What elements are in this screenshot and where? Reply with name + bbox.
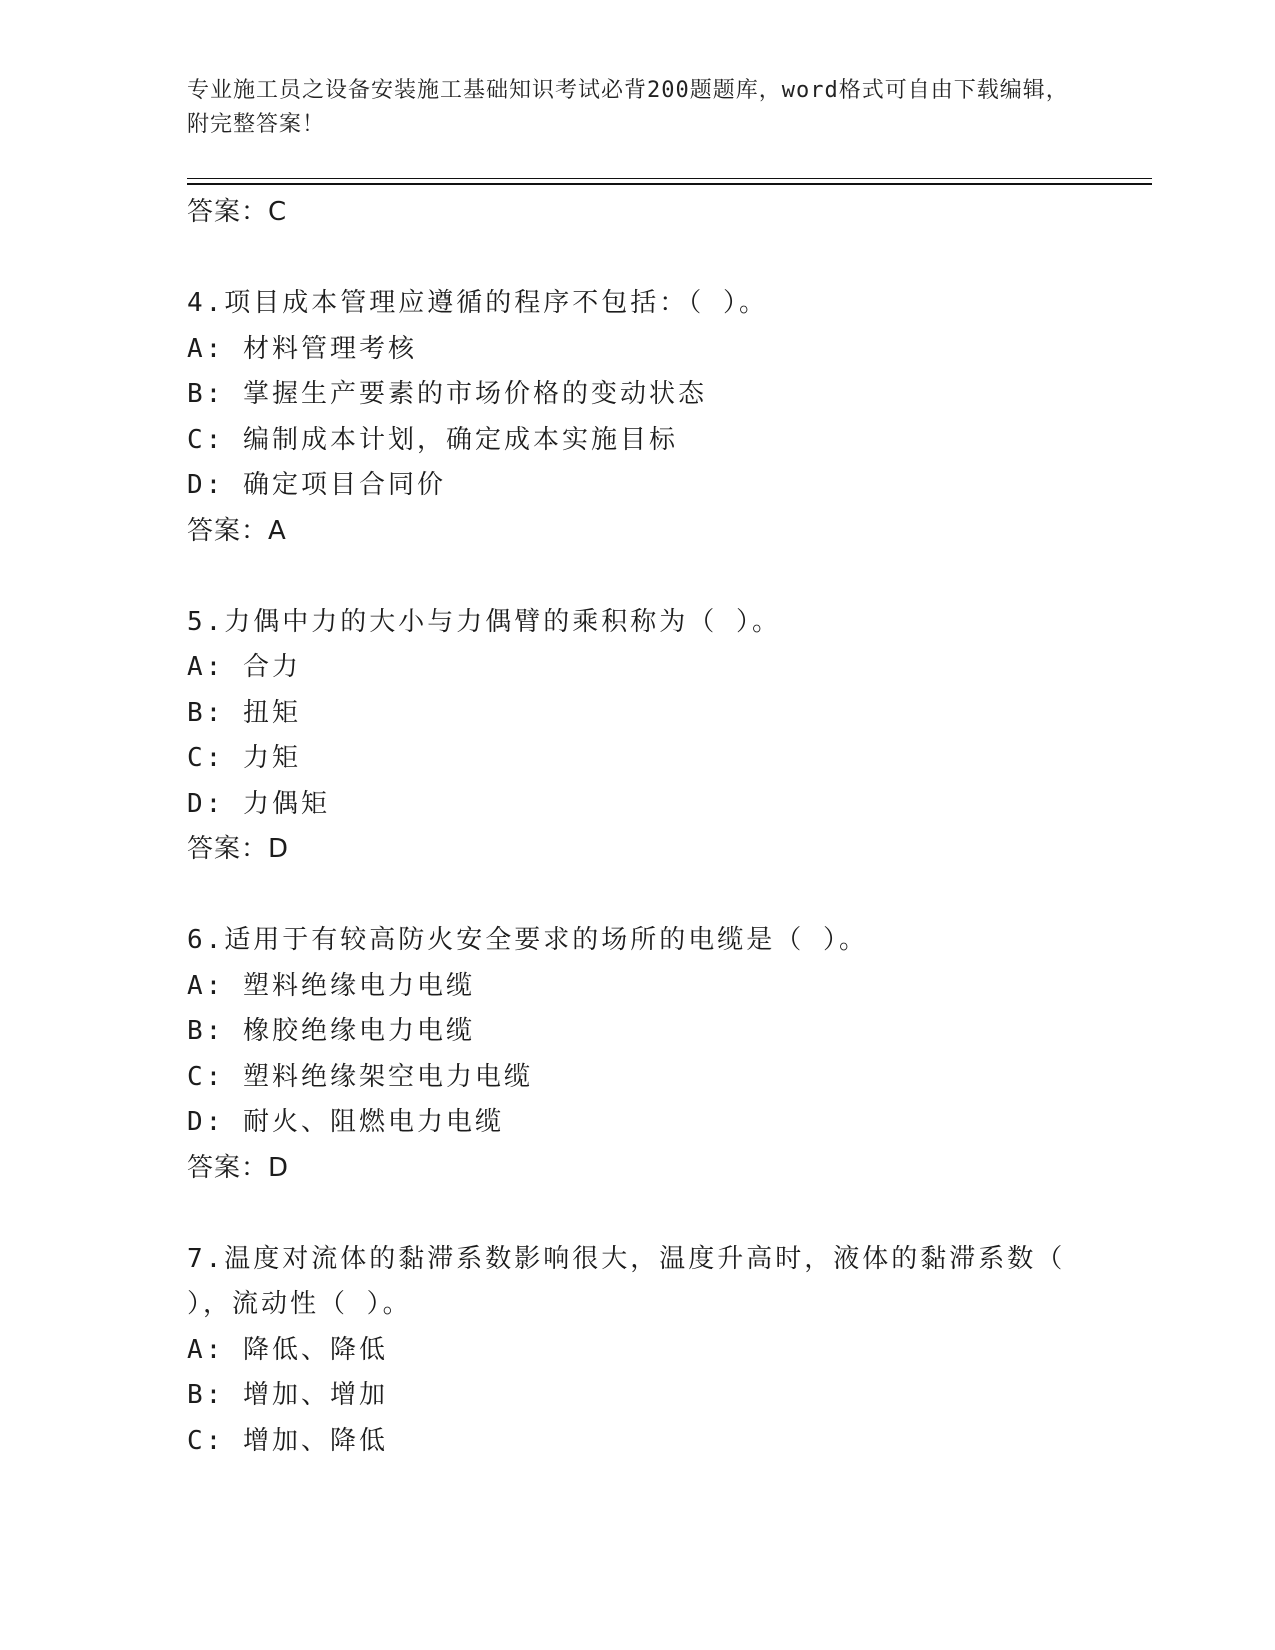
question-block <box>187 600 1127 873</box>
option-d: D: 耐火、阻燃电力电缆 <box>187 1107 504 1137</box>
answer-line: 答案：D <box>187 834 290 864</box>
header-rule-thin <box>187 178 1152 179</box>
question-block <box>187 1237 1127 1465</box>
spacer <box>187 236 1127 282</box>
question-block <box>187 918 1127 1191</box>
option-d: D: 力偶矩 <box>187 788 330 819</box>
option-b: B: 掌握生产要素的市场价格的变动状态 <box>187 379 707 409</box>
question-stem: 5.力偶中力的大小与力偶臂的乘积称为（ ）。 <box>187 606 781 637</box>
option-d: D: 确定项目合同价 <box>187 470 446 500</box>
option-a: A: 合力 <box>187 652 301 682</box>
option-a: A: 塑料绝缘电力电缆 <box>187 970 475 1001</box>
spacer <box>187 1191 1127 1237</box>
question-block <box>187 281 1127 554</box>
question-stem: 6.适用于有较高防火安全要求的场所的电缆是（ ）。 <box>187 925 868 955</box>
spacer <box>187 873 1127 919</box>
option-a: A: 降低、降低 <box>187 1334 388 1365</box>
option-c: C: 编制成本计划，确定成本实施目标 <box>187 424 678 455</box>
option-b: B: 橡胶绝缘电力电缆 <box>187 1016 475 1046</box>
question-stem: 7.温度对流体的黏滞系数影响很大，温度升高时，液体的黏滞系数（ ），流动性（ ）。 <box>187 1243 1066 1319</box>
option-c: C: 增加、降低 <box>187 1425 388 1456</box>
answer-line: 答案：D <box>187 1152 290 1183</box>
option-c: C: 塑料绝缘架空电力电缆 <box>187 1061 533 1092</box>
option-b: B: 扭矩 <box>187 697 301 728</box>
option-a: A: 材料管理考核 <box>187 333 417 364</box>
document-header: 专业施工员之设备安装施工基础知识考试必背200题题库，word格式可自由下载编辑，附完整答案！ <box>187 78 1069 137</box>
header-rule-thick <box>187 183 1152 185</box>
answer-line: 答案：C <box>187 197 288 227</box>
question-stem: 4.项目成本管理应遵循的程序不包括：（ ）。 <box>187 288 768 318</box>
answer-line: 答案：A <box>187 515 287 546</box>
option-c: C: 力矩 <box>187 743 301 773</box>
question-list <box>187 190 1127 1464</box>
option-b: B: 增加、增加 <box>187 1380 388 1410</box>
spacer <box>187 554 1127 600</box>
